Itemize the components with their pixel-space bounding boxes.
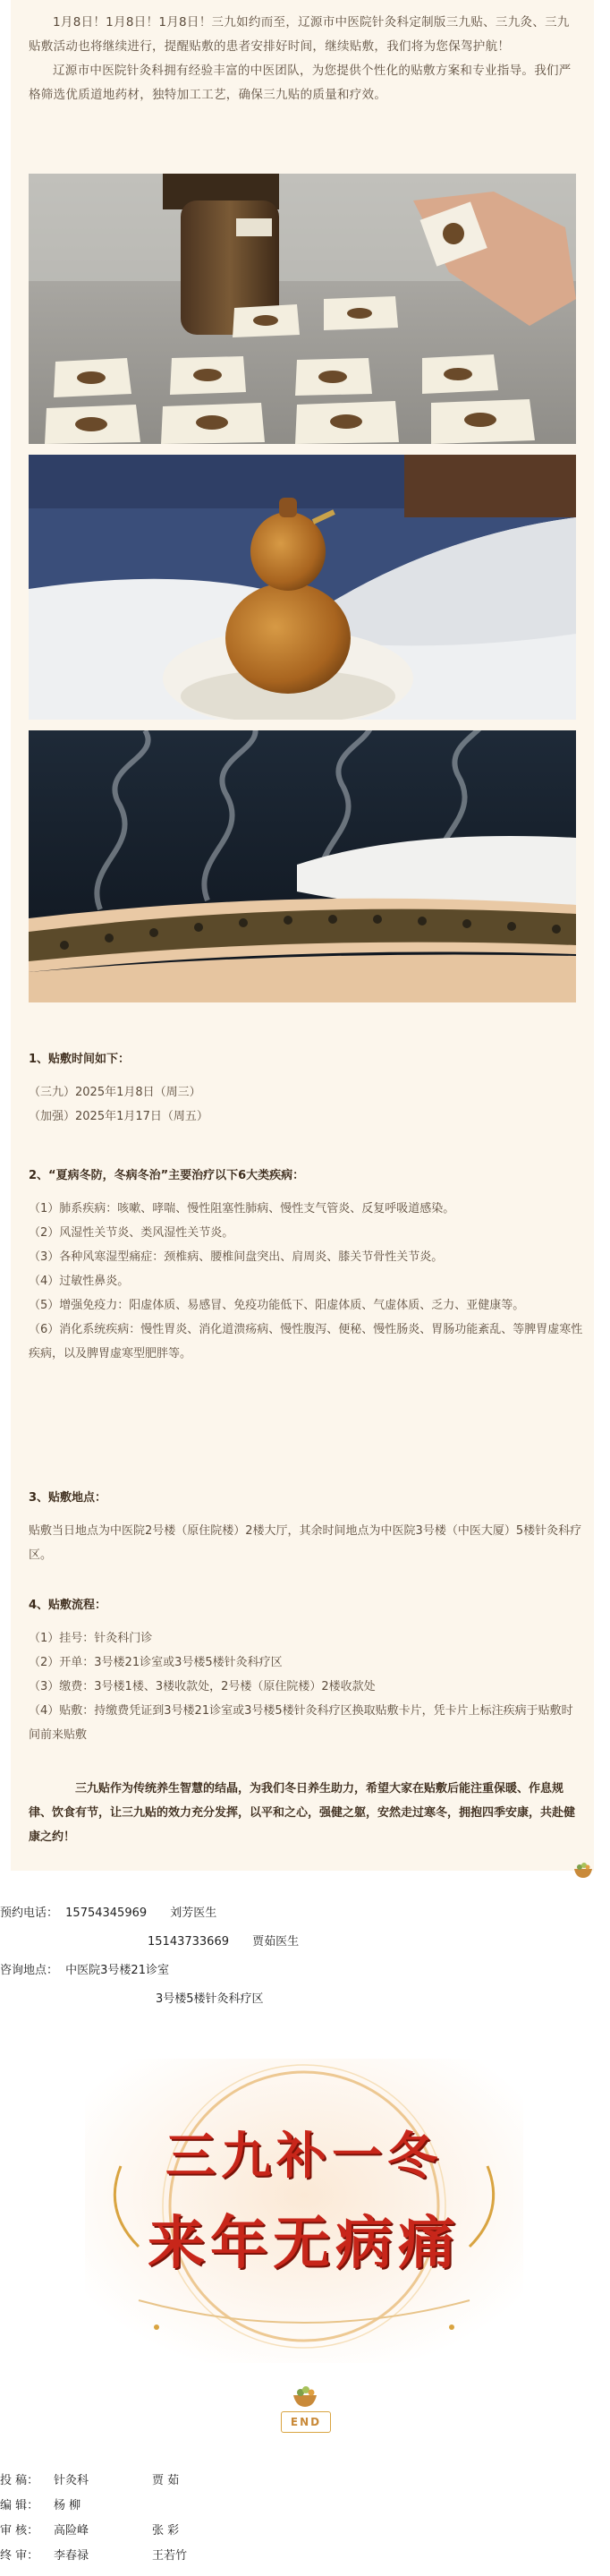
poster-banner — [85, 2059, 523, 2363]
photo-gourd-moxibustion — [29, 455, 576, 720]
article-card — [11, 0, 594, 1871]
section-location — [29, 1486, 583, 1567]
section-line: （加强）2025年1月17日（周五） — [29, 1110, 208, 1123]
poster-line-1: 三九补一冬 — [165, 2127, 443, 2186]
phone-number[interactable]: 15754345969 — [65, 1906, 148, 1920]
credit-row — [0, 2546, 268, 2563]
section-title: 1、贴敷时间如下： — [29, 1053, 131, 1066]
credit-row — [0, 2495, 268, 2513]
address-label: 咨询地点： — [0, 1964, 59, 1977]
section-line: （2）开单：3号楼21诊室或3号楼5楼针灸科疗区 — [29, 1656, 283, 1669]
section-line: （2）风湿性关节炎、类风湿性关节炎。 — [29, 1226, 234, 1240]
section-line: （1）肺系疾病：咳嗽、哮喘、慢性阻塞性肺病、慢性支气管炎、反复呼吸道感染。 — [29, 1202, 455, 1215]
section-title: 3、贴敷地点： — [29, 1491, 107, 1505]
herb-bowl-icon — [572, 1862, 594, 1880]
credit-name: 针灸科 — [54, 2474, 89, 2487]
photo-herbal-plasters — [29, 174, 576, 444]
contact-phone-1 — [0, 1905, 216, 1923]
credit-name-2: 张 彩 — [152, 2524, 180, 2538]
doctor-name: 贾茹医生 — [252, 1935, 300, 1949]
phone-number[interactable]: 15143733669 — [148, 1935, 229, 1949]
section-line: 贴敷当日地点为中医院2号楼（原住院楼）2楼大厅，其余时间地点为中医院3号楼（中医大厦）5楼针灸科疗区。 — [29, 1524, 582, 1562]
section-line: （4）贴敷：持缴费凭证到3号楼21诊室或3号楼5楼针灸科疗区换取贴敷卡片，凭卡片上标注疾病于贴敷时间前来贴敷 — [29, 1704, 573, 1742]
contact-phone-2 — [148, 1933, 299, 1951]
section-line: （1）挂号：针灸科门诊 — [29, 1632, 153, 1645]
end-badge: END — [281, 2411, 331, 2433]
intro-paragraph-1: 1月8日！1月8日！1月8日！三九如约而至，辽源市中医院针灸科定制版三九贴、三九灸、三九贴敷活动也将继续进行，提醒贴敷的患者安排好时间，继续贴敷，我们将为您保驾护航！ — [29, 15, 570, 54]
credit-name-2: 贾 茹 — [152, 2474, 180, 2487]
credit-name: 李春禄 — [54, 2549, 89, 2563]
intro-paragraph-2: 辽源市中医院针灸科拥有经验丰富的中医团队，为您提供个性化的贴敷方案和专业指导。我们严格筛选优质道地药材，独特加工工艺，确保三九贴的质量和疗效。 — [29, 64, 572, 102]
section-line: （5）增强免疫力：阳虚体质、易感冒、免疫功能低下、阳虚体质、气虚体质、乏力、亚健康等。 — [29, 1299, 525, 1312]
address-text: 3号楼5楼针灸科疗区 — [156, 1992, 264, 2006]
section-title: 2、“夏病冬防，冬病冬治”主要治疗以下6大类疾病： — [29, 1169, 305, 1182]
section-line: （三九）2025年1月8日（周三） — [29, 1086, 201, 1099]
poster-line-2: 来年无病痛 — [148, 2210, 461, 2277]
address-text: 中医院3号楼21诊室 — [65, 1964, 169, 1977]
credit-name: 高险峰 — [54, 2524, 89, 2538]
contact-address-1 — [0, 1962, 169, 1980]
credit-name-2: 王若竹 — [152, 2549, 188, 2563]
herb-bowl-icon — [291, 2385, 319, 2409]
photo-moxa-smoke — [29, 730, 576, 1002]
section-line: （6）消化系统疾病：慢性胃炎、消化道溃疡病、慢性腹泻、便秘、慢性肠炎、胃肠功能紊乱、等脾胃虚寒性疾病，以及脾胃虚寒型肥胖等。 — [29, 1323, 583, 1361]
credit-role: 投 稿： — [0, 2474, 39, 2487]
contact-address-2 — [156, 1991, 264, 2009]
section-time — [29, 1047, 583, 1129]
section-line: （4）过敏性鼻炎。 — [29, 1275, 130, 1288]
credit-row — [0, 2470, 268, 2488]
phone-label: 预约电话： — [0, 1906, 59, 1920]
doctor-name: 刘芳医生 — [170, 1906, 217, 1920]
section-line: （3）缴费：3号楼1楼、3楼收款处，2号楼（原住院楼）2楼收款处 — [29, 1680, 376, 1693]
section-diseases — [29, 1164, 583, 1366]
credit-name: 杨 柳 — [54, 2499, 81, 2512]
credit-row — [0, 2521, 268, 2538]
section-line: （3）各种风寒湿型痛症：颈椎病、腰椎间盘突出、肩周炎、膝关节骨性关节炎。 — [29, 1250, 444, 1264]
section-process — [29, 1593, 583, 1747]
credit-role: 终 审： — [0, 2549, 39, 2563]
credit-role: 审 核： — [0, 2524, 39, 2538]
closing-paragraph: 三九贴作为传统养生智慧的结晶，为我们冬日养生助力，希望大家在贴敷后能注重保暖、作息规律、饮食有节，让三九贴的效力充分发挥，以平和之心，强健之躯，安然走过寒冬，拥抱四季安康，共赴健康之约！ — [29, 1782, 576, 1844]
section-title: 4、贴敷流程： — [29, 1599, 107, 1612]
intro-text — [29, 11, 576, 107]
credit-role: 编 辑： — [0, 2499, 39, 2512]
